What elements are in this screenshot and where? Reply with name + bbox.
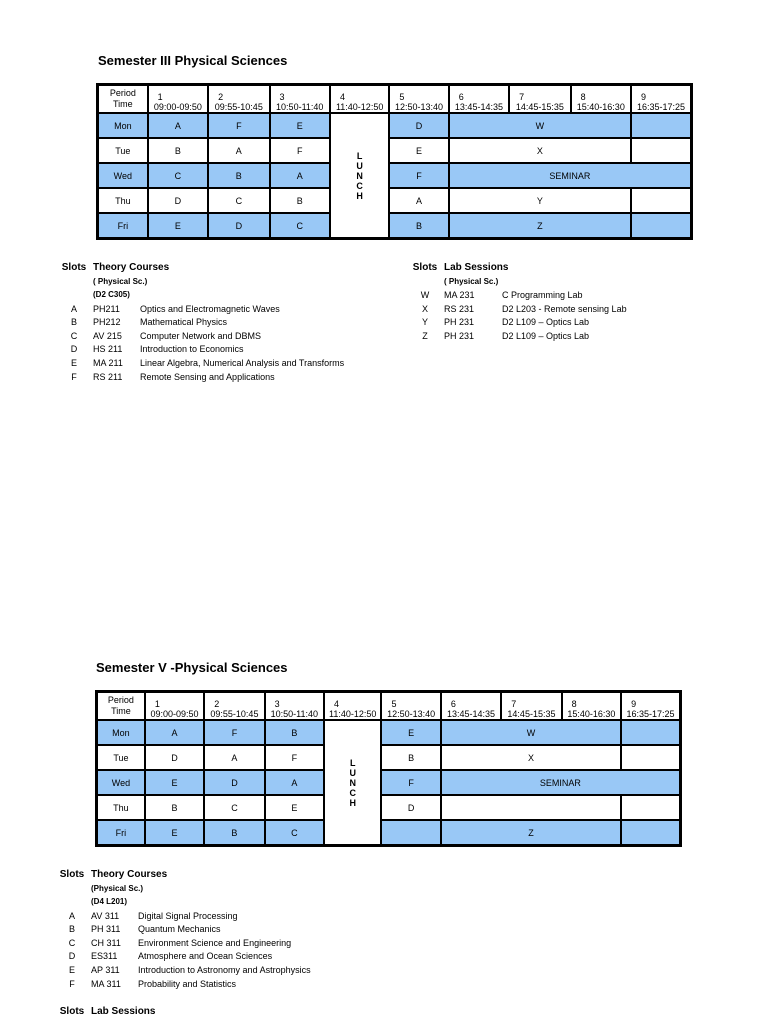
period-label: Period [109, 88, 136, 98]
period-time: 14:45-15:35 [507, 709, 556, 719]
slot-letter: B [70, 317, 77, 328]
list-item [53, 936, 311, 950]
list-item [55, 356, 344, 370]
slot-cell: F [381, 770, 440, 795]
course-name: Probability and Statistics [138, 978, 237, 989]
slot-cell: A [204, 745, 264, 770]
lab-cell: X [441, 745, 621, 770]
sem5-timetable [95, 690, 682, 847]
slot-cell: E [389, 138, 448, 163]
slot-cell: F [265, 745, 324, 770]
day-row-fri [98, 213, 692, 239]
slot-cell: A [389, 188, 448, 213]
slot-cell: B [204, 820, 264, 846]
list-item [55, 343, 344, 357]
period-time: 16:35-17:25 [636, 102, 686, 112]
period-time: 14:45-15:35 [515, 102, 564, 112]
day-row-wed [97, 770, 681, 795]
time-label: Time [111, 706, 131, 716]
period-time: 10:50-11:40 [276, 102, 324, 112]
period-9-header [621, 692, 680, 721]
lunch-letter: N [356, 170, 363, 181]
period-3-header [270, 85, 330, 114]
day-label: Mon [98, 113, 148, 138]
period-time: 13:45-14:35 [454, 102, 503, 112]
period-8-header [571, 85, 631, 114]
sem3-lab-legend [406, 261, 627, 343]
slot-letter: D [68, 951, 76, 962]
header-row [97, 692, 681, 721]
slot-cell: E [270, 113, 330, 138]
course-code: PH 231 [444, 330, 475, 341]
slot-letter: F [71, 371, 77, 382]
period-number: 5 [399, 92, 405, 102]
period-1-header [148, 85, 208, 114]
slot-letter: Y [421, 317, 428, 328]
slot-cell: E [381, 720, 440, 745]
list-item [55, 302, 344, 316]
period-time: 09:55-10:45 [214, 102, 263, 112]
legend-room: (D4 L201) [91, 897, 128, 907]
slot-cell: C [148, 163, 208, 188]
slot-cell: D [208, 213, 269, 239]
course-name: Atmosphere and Ocean Sciences [138, 951, 273, 962]
list-item [55, 370, 344, 384]
course-code: HS 211 [93, 344, 123, 355]
period-number: 9 [641, 92, 647, 102]
sem5-lab-legend [53, 1005, 155, 1019]
slot-cell [381, 820, 440, 846]
slot-cell [621, 720, 680, 745]
slot-letter: A [70, 303, 77, 314]
period-6-header [441, 692, 501, 721]
course-code: AV 311 [91, 910, 120, 921]
period-time-cell [98, 85, 148, 114]
period-number: 9 [631, 699, 637, 709]
lab-cell: X [449, 138, 631, 163]
day-label: Tue [97, 745, 145, 770]
legend-heading: Lab Sessions [91, 1006, 156, 1018]
slot-cell: E [265, 795, 324, 820]
slot-cell: A [265, 770, 324, 795]
slot-cell [631, 188, 691, 213]
slots-label: Slots [61, 262, 87, 274]
course-name: Remote Sensing and Applications [140, 371, 275, 382]
course-name: Introduction to Astronomy and Astrophysics [138, 964, 311, 975]
lunch-letter: U [349, 767, 356, 778]
period-number: 2 [218, 92, 224, 102]
slot-cell: F [208, 113, 269, 138]
course-code: MA 311 [91, 978, 121, 989]
period-number: 7 [511, 699, 517, 709]
course-name: D2 L109 – Optics Lab [502, 317, 590, 328]
day-label: Thu [97, 795, 145, 820]
slot-cell: A [145, 720, 204, 745]
course-code: AV 215 [93, 330, 122, 341]
slot-cell: C [265, 820, 324, 846]
period-number: 4 [334, 699, 340, 709]
lab-cell: Z [441, 820, 621, 846]
course-name: Quantum Mechanics [138, 924, 221, 935]
list-item [53, 950, 311, 964]
period-number: 3 [279, 92, 285, 102]
slot-letter: C [68, 937, 76, 948]
period-number: 6 [458, 92, 464, 102]
period-time: 09:00-09:50 [150, 709, 199, 719]
course-code: ES311 [91, 951, 118, 962]
lunch-letter: U [356, 160, 363, 171]
slot-cell: A [208, 138, 269, 163]
period-number: 3 [274, 699, 280, 709]
course-name: C Programming Lab [502, 289, 583, 300]
period-number: 8 [571, 699, 577, 709]
list-item [406, 329, 627, 343]
slot-cell: D [389, 113, 448, 138]
period-time: 11:40-12:50 [329, 709, 377, 719]
lab-cell: Z [449, 213, 631, 239]
sem5-title: Semester V -Physical Sciences [96, 660, 288, 675]
slot-letter: E [70, 357, 77, 368]
period-7-header [509, 85, 570, 114]
day-label: Fri [97, 820, 145, 846]
list-item [53, 963, 311, 977]
list-item [406, 288, 627, 302]
period-time: 15:40-16:30 [567, 709, 616, 719]
slot-cell: E [145, 820, 204, 846]
slot-cell: B [389, 213, 448, 239]
day-row-tue [98, 138, 692, 163]
slot-cell: B [148, 138, 208, 163]
day-label: Wed [98, 163, 148, 188]
lab-cell: W [441, 720, 621, 745]
period-number: 7 [519, 92, 525, 102]
slot-cell: F [270, 138, 330, 163]
seminar-cell: SEMINAR [449, 163, 692, 188]
day-label: Wed [97, 770, 145, 795]
day-label: Fri [98, 213, 148, 239]
course-name: Environment Science and Engineering [138, 937, 292, 948]
period-3-header [265, 692, 324, 721]
slot-cell: D [145, 745, 204, 770]
day-row-mon [98, 113, 692, 138]
slot-cell: E [145, 770, 204, 795]
list-item [406, 315, 627, 329]
period-time: 11:40-12:50 [335, 102, 384, 112]
day-row-fri [97, 820, 681, 846]
period-time: 09:55-10:45 [210, 709, 259, 719]
day-row-thu [98, 188, 692, 213]
course-name: D2 L203 - Remote sensing Lab [502, 303, 627, 314]
lunch-letter: H [349, 797, 356, 808]
course-code: RS 231 [444, 303, 475, 314]
lab-cell: W [449, 113, 631, 138]
slot-letter: E [68, 964, 75, 975]
slot-letter: D [70, 344, 78, 355]
sem5-theory-legend [53, 868, 311, 990]
period-time: 10:50-11:40 [270, 709, 319, 719]
period-time: 16:35-17:25 [626, 709, 675, 719]
list-item [406, 302, 627, 316]
period-time: 13:45-14:35 [447, 709, 496, 719]
slots-label: Slots [59, 1006, 85, 1018]
slot-cell [621, 745, 680, 770]
slot-cell: C [208, 188, 269, 213]
slot-cell [631, 113, 691, 138]
legend-heading: Theory Courses [91, 869, 168, 881]
course-name: Computer Network and DBMS [140, 330, 262, 341]
slot-cell: B [145, 795, 204, 820]
period-number: 4 [339, 92, 345, 102]
day-label: Thu [98, 188, 148, 213]
list-item [55, 315, 344, 329]
lunch-letter: H [356, 190, 363, 201]
time-label: Time [113, 99, 133, 109]
period-number: 1 [154, 699, 160, 709]
sem3-timetable [96, 83, 693, 240]
period-label: Period [107, 695, 134, 705]
period-9-header [631, 85, 691, 114]
slot-cell: F [204, 720, 264, 745]
list-item [55, 329, 344, 343]
period-time: 09:00-09:50 [153, 102, 202, 112]
list-item [53, 977, 311, 991]
period-number: 6 [450, 699, 456, 709]
slot-cell: C [270, 213, 330, 239]
period-8-header [562, 692, 621, 721]
sem3-title: Semester III Physical Sciences [98, 53, 288, 68]
lunch-break-cell [324, 720, 381, 846]
period-time: 12:50-13:40 [395, 102, 444, 112]
course-name: Digital Signal Processing [138, 910, 238, 921]
header-row [98, 85, 692, 114]
day-row-tue [97, 745, 681, 770]
course-code: PH 231 [444, 317, 475, 328]
lunch-break-cell [330, 113, 389, 239]
slot-cell: B [208, 163, 269, 188]
slot-letter: F [69, 978, 75, 989]
slot-cell [621, 820, 680, 846]
legend-heading: Lab Sessions [444, 262, 509, 274]
legend-heading: Theory Courses [93, 262, 170, 274]
slot-cell [621, 795, 680, 820]
slot-cell: B [265, 720, 324, 745]
period-number: 2 [214, 699, 220, 709]
lunch-letter: C [356, 180, 363, 191]
period-5-header [381, 692, 440, 721]
period-number: 8 [580, 92, 586, 102]
slot-cell: C [204, 795, 264, 820]
lunch-letter: L [356, 150, 363, 161]
slot-cell: F [389, 163, 448, 188]
course-code: MA 211 [93, 357, 123, 368]
period-7-header [501, 692, 561, 721]
lab-cell [441, 795, 621, 820]
course-code: CH 311 [91, 937, 121, 948]
course-name: Introduction to Economics [140, 344, 244, 355]
period-2-header [208, 85, 269, 114]
course-name: Linear Algebra, Numerical Analysis and Transforms [140, 357, 345, 368]
slot-letter: A [68, 910, 75, 921]
course-code: PH 311 [91, 924, 121, 935]
legend-subheading: ( Physical Sc.) [93, 276, 148, 286]
slot-letter: B [68, 924, 75, 935]
day-row-wed [98, 163, 692, 188]
slot-cell: B [381, 745, 440, 770]
lunch-letter: L [349, 757, 356, 768]
course-code: AP 311 [91, 964, 120, 975]
period-number: 1 [157, 92, 163, 102]
period-time: 12:50-13:40 [387, 709, 436, 719]
course-code: PH211 [93, 303, 120, 314]
period-2-header [204, 692, 264, 721]
lab-cell: Y [449, 188, 631, 213]
slot-cell: D [381, 795, 440, 820]
legend-subheading: (Physical Sc.) [91, 883, 144, 893]
period-6-header [449, 85, 509, 114]
lunch-letter: C [349, 787, 356, 798]
period-1-header [145, 692, 204, 721]
slots-label: Slots [412, 262, 438, 274]
legend-subheading: ( Physical Sc.) [444, 276, 499, 286]
slots-label: Slots [59, 869, 85, 881]
slot-cell [631, 138, 691, 163]
slot-cell: A [270, 163, 330, 188]
slot-cell: A [148, 113, 208, 138]
lunch-letter: N [349, 777, 356, 788]
seminar-cell: SEMINAR [441, 770, 681, 795]
period-number: 5 [391, 699, 397, 709]
slot-letter: X [421, 303, 428, 314]
course-code: PH212 [93, 317, 121, 328]
list-item [53, 922, 311, 936]
period-4-header [330, 85, 389, 114]
course-code: RS 211 [93, 371, 123, 382]
slot-cell: E [148, 213, 208, 239]
slot-cell: D [148, 188, 208, 213]
day-label: Mon [97, 720, 145, 745]
period-5-header [389, 85, 448, 114]
sem3-theory-legend [55, 261, 344, 383]
slot-cell: B [270, 188, 330, 213]
legend-room: (D2 C305) [93, 290, 130, 300]
slot-letter: C [70, 330, 78, 341]
period-time-cell [97, 692, 145, 721]
course-code: MA 231 [444, 289, 475, 300]
slot-letter: W [420, 289, 430, 300]
day-label: Tue [98, 138, 148, 163]
course-name: Mathematical Physics [140, 317, 228, 328]
period-4-header [324, 692, 381, 721]
course-name: D2 L109 – Optics Lab [502, 330, 590, 341]
day-row-mon [97, 720, 681, 745]
slot-cell: D [204, 770, 264, 795]
course-name: Optics and Electromagnetic Waves [140, 303, 280, 314]
slot-letter: Z [422, 330, 428, 341]
period-time: 15:40-16:30 [576, 102, 625, 112]
list-item [53, 909, 311, 923]
day-row-thu [97, 795, 681, 820]
slot-cell [631, 213, 691, 239]
